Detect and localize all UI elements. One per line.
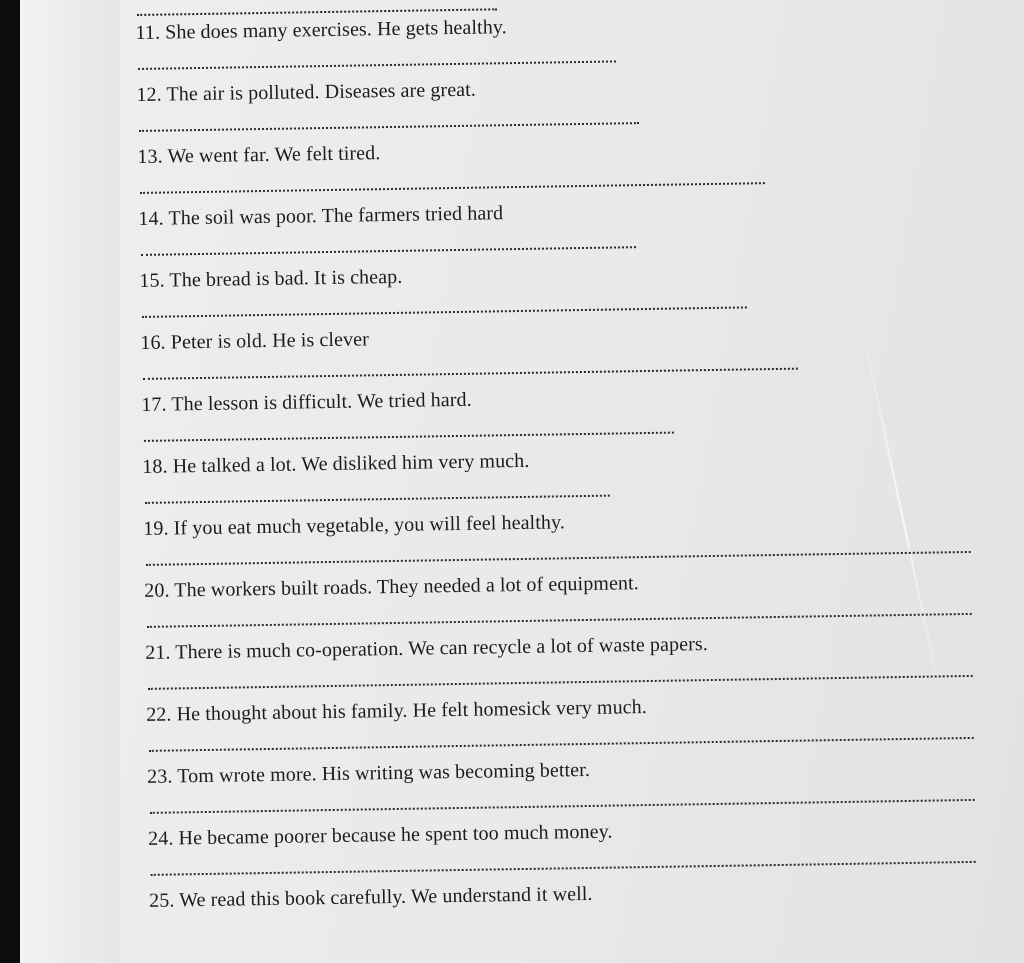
answer-line-14 [141, 246, 636, 256]
answer-line-22 [149, 737, 974, 752]
answer-line-19 [146, 551, 971, 566]
answer-line-13 [140, 182, 765, 194]
exercise-item-25 [149, 877, 1000, 952]
answer-line-12 [139, 122, 639, 132]
exercise-sentence-15: 15. The bread is bad. It is cheap. [139, 265, 403, 292]
exercise-sentence-22: 22. He thought about his family. He felt homesick very much. [146, 696, 648, 726]
answer-line-23 [150, 799, 975, 814]
exercise-sentence-23: 23. Tom wrote more. His writing was becoming better. [147, 758, 591, 788]
answer-line-15 [142, 306, 747, 318]
page-shadow [20, 0, 120, 963]
exercise-sentence-24: 24. He became poorer because he spent too much money. [148, 820, 613, 850]
answer-line-16 [143, 368, 798, 380]
exercise-sentence-21: 21. There is much co-operation. We can recycle a lot of waste papers. [145, 633, 709, 664]
exercise-sentence-18: 18. He talked a lot. We disliked him very much. [142, 449, 530, 478]
answer-line-24 [151, 861, 976, 876]
answer-line-21 [148, 675, 973, 690]
exercise-sentence-14: 14. The soil was poor. The farmers tried hard [138, 202, 504, 230]
exercise-sentence-19: 19. If you eat much vegetable, you will feel healthy. [143, 511, 566, 540]
exercise-list [135, 0, 1010, 963]
answer-line-10 [137, 8, 497, 16]
exercise-sentence-20: 20. The workers built roads. They needed a lot of equipment. [144, 572, 639, 602]
exercise-sentence-25: 25. We read this book carefully. We understand it well. [148, 882, 593, 912]
worksheet-page [20, 0, 1024, 963]
answer-line-17 [144, 432, 674, 442]
exercise-sentence-11: 11. She does many exercises. He gets healthy. [135, 16, 507, 44]
answer-line-20 [147, 613, 972, 628]
exercise-sentence-16: 16. Peter is old. He is clever [140, 328, 370, 354]
exercise-sentence-13: 13. We went far. We felt tired. [137, 142, 381, 168]
exercise-sentence-12: 12. The air is polluted. Diseases are great. [136, 78, 477, 106]
answer-line-18 [145, 495, 610, 504]
exercise-sentence-17: 17. The lesson is difficult. We tried hard. [141, 388, 472, 416]
answer-line-11 [138, 60, 616, 70]
